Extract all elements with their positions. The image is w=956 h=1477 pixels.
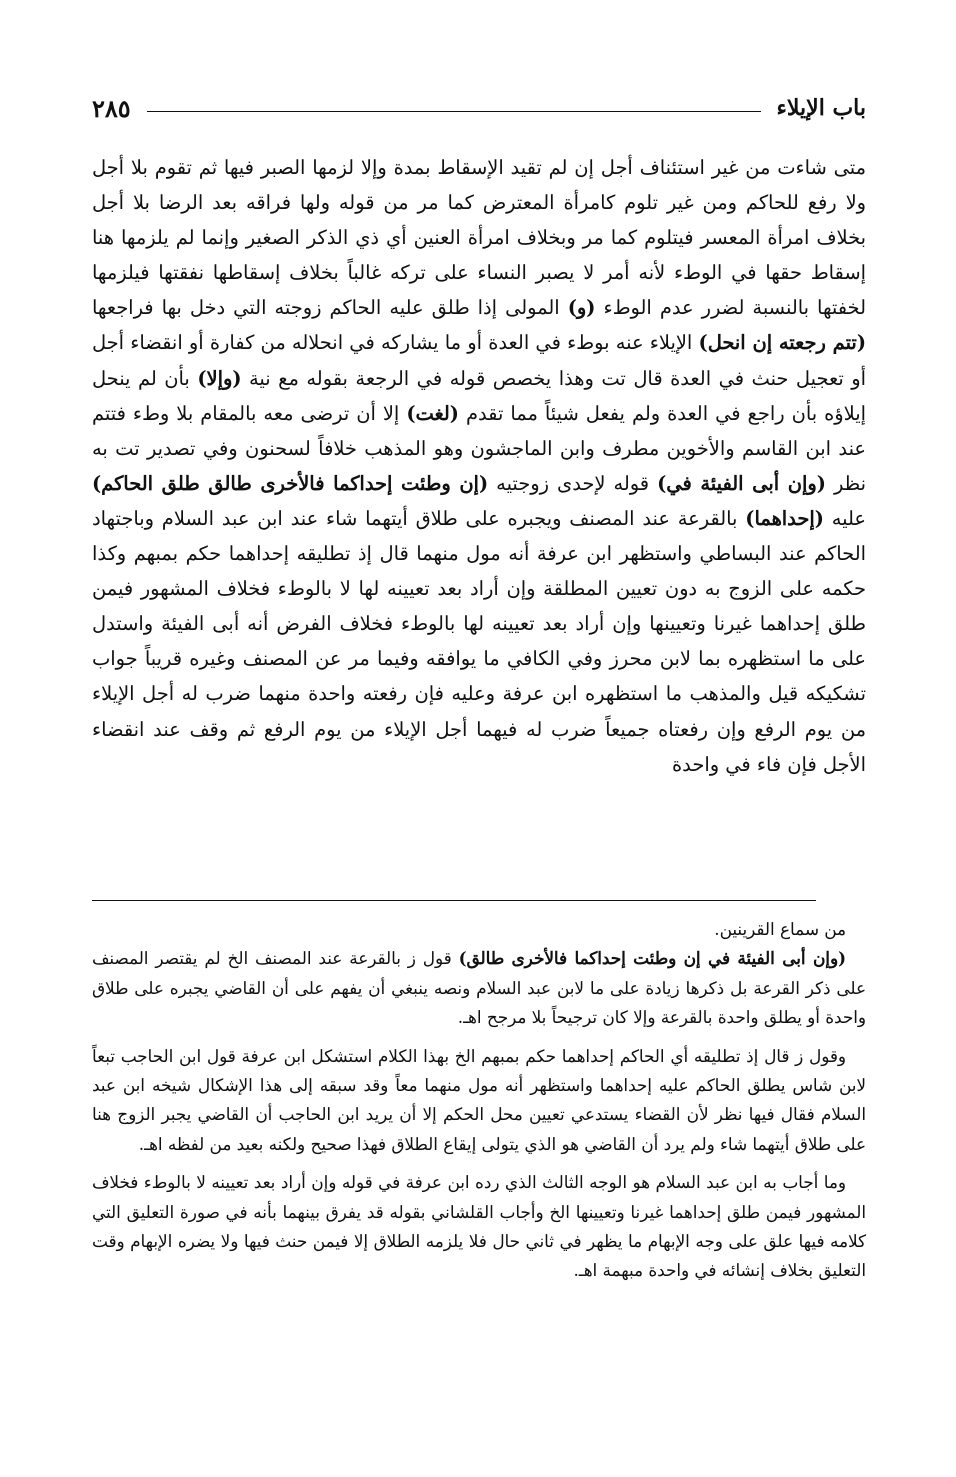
footnote-paragraph [92,915,866,944]
matn-quote: (وإلا) [197,366,242,390]
main-text-segment: بالقرعة عند المصنف ويجبره على طلاق أيتهما شاء عند ابن عبد السلام وباجتهاد الحاكم عند البساطي واستظهر ابن عرفة أنه مول منهما قال إذ تطليقه إحداهما حكم بمبهم وكذا حكمه على الزوج به دون تعيين المطلقة وإن أراد بعد تعيينه لها لا بالوطء فخلاف المشهور فيمن طلق إحداهما غيرنا وتعيينها وإن أراد بعد تعيينه لها بالوطء فخلاف الفرض أنه أبى الفيئة واستدل على ما استظهره بما لابن محرز وفي الكافي ما يوافقه وفيما مر عن المصنف وغيره قريباً جواب تشكيكه قيل والمذهب ما استظهره ابن عرفة وعليه فإن رفعته واحدة منهما ضرب له أجل الإيلاء من يوم الرفع وإن رفعتاه جميعاً ضرب له فيهما أجل الإيلاء من يوم الرفع ثم وقف عند انقضاء الأجل فإن فاء في واحدة [92,506,866,776]
footnote-quote: (وإن أبى الفيئة في إن وطئت إحداكما فالأخرى طالق) [458,948,847,969]
main-paragraph [92,150,866,782]
footnote-text: قول ز بالقرعة عند المصنف الخ لم يقتصر المصنف على ذكر القرعة بل ذكرها زيادة على ما لابن عبد السلام ونصه ينبغي أن يفهم على أن القاضي يجبره على طلاق واحدة أو يطلق واحدة بالقرعة وإلا كان ترجيحاً بلا مرجح اهـ. [92,948,866,1028]
footnote-paragraph [92,944,866,1032]
running-header [92,88,866,128]
main-text-segment: قوله لإحدى زوجتيه [496,471,650,495]
matn-quote: (إحداهما) [745,506,824,530]
matn-quote: (لغت) [406,401,459,425]
footnote-paragraph [92,1042,866,1160]
matn-quote: (و) [567,296,596,320]
main-text-segment: الإيلاء عنه بوطء في العدة أو ما يشاركه في انحلاله من كفارة أو انقضاء أجل أو تعجيل حنث في العدة قال تت وهذا يخصص قوله في الرجعة بقوله مع نية [92,331,866,390]
footnote-paragraph [92,1168,866,1286]
main-text-segment: متى شاءت من غير استئناف أجل إن لم تقيد الإسقاط بمدة وإلا لزمها الصبر فيها ثم تقوم بلا أجل ولا رفع للحاكم ومن غير تلوم كامرأة المعترض كما مر من قوله ولها فراقه بعد الرضا بلا أجل بخلاف امرأة المعسر فيتلوم كما مر وبخلاف امرأة العنين أي ذي الذكر الصغير وإنما لم يلزمها هنا إسقاط حقها في الوطء لأنه أمر لا يصبر النساء على تركه غالباً بخلاف إسقاطها نفقتها فيلزمها لخفتها بالنسبة لضرر عدم الوطء [92,156,866,320]
footnote-text: من سماع القرينين. [714,919,846,939]
main-text-segment: بأن لم ينحل إيلاؤه بأن راجع في العدة ولم يفعل شيئاً مما تقدم [92,366,866,425]
footnote-separator [92,900,816,901]
matn-quote: (إن وطئت إحداكما فالأخرى طالق طلق الحاكم) [92,471,489,495]
main-text-segment: المولى إذا طلق عليه الحاكم زوجته التي دخل بها فراجعها [92,296,560,320]
footnote-text: وما أجاب به ابن عبد السلام هو الوجه الثالث الذي رده ابن عرفة في قوله وإن أراد بعد تعيينه لا بالوطء فخلاف المشهور فيمن طلق إحداهما غيرنا وتعيينها الخ وأجاب القلشاني بقوله قد يفرق بينهما بأنه في صورة التعليق التي كلامه فيها علق على وجه الإبهام ما يظهر في ثاني حال فلا يلزمه الطلاق إلا فيمن حنث فيها ولا يضره الإبهام وقت التعليق بخلاف إنشائه في واحدة مبهمة اهـ. [92,1172,866,1281]
footnotes [92,915,866,1286]
main-text-segment: عليه [831,506,866,530]
matn-quote: (تتم رجعته إن انحل) [698,331,866,355]
main-text [92,150,866,782]
footnote-text: وقول ز قال إذ تطليقه أي الحاكم إحداهما حكم بمبهم الخ بهذا الكلام استشكل ابن عرفة قول ابن الحاجب تبعاً لابن شاس يطلق الحاكم عليه إحداهما واستظهر أنه مول منهما معاً وقد سبقه إلى هذا الإشكال شيخه ابن عبد السلام فقال فيها نظر لأن القضاء يستدعي تعيين محل الحكم إلا أن يريد ابن الحاجب أن القاضي يجبر الزوج هنا على طلاق أيتهما شاء ولم يرد أن القاضي هو الذي يتولى إيقاع الطلاق فهذا صحيح ولكنه بعيد من لفظه اهـ. [92,1045,866,1154]
page-number: ٢٨٥ [92,93,131,123]
main-text-segment: إلا أن ترضى معه بالمقام بلا وطء فتتم عند ابن القاسم والأخوين مطرف وابن الماجشون وهو المذهب خلافاً لسحنون وفي تصدير تت به نظر [92,401,866,495]
matn-quote: (وإن أبى الفيئة في) [657,471,826,495]
running-title: باب الإيلاء [776,95,866,121]
header-rule [147,111,761,112]
